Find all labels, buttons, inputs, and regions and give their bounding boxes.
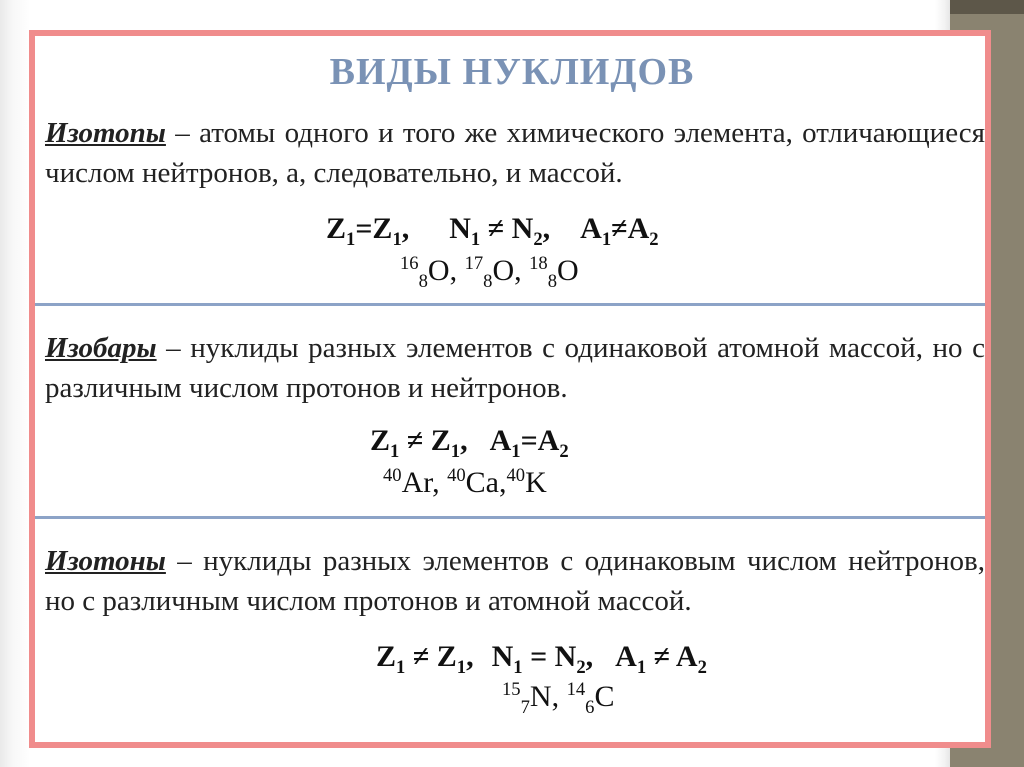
formula-z-left-sub: 1 [396, 657, 406, 678]
formula-a-left-sub: 1 [511, 441, 521, 462]
formula-comma: , [401, 212, 410, 245]
nuclide-atomic-number: 8 [547, 271, 558, 292]
nuclide-separator: , [432, 466, 448, 499]
formula-a-operator: = [520, 424, 538, 457]
formula-n-right-sub: 2 [533, 229, 543, 250]
isotopes-term: Изотопы [45, 117, 166, 149]
formula-z-left-sub: 1 [346, 229, 356, 250]
formula-n-right-sub: 2 [576, 657, 586, 678]
formula-a-operator: ≠ [611, 212, 628, 245]
decorative-side-bar-top [950, 0, 1024, 14]
formula-a-right-sub: 2 [649, 229, 659, 250]
isotopes-examples [400, 253, 579, 292]
formula-n-right: N [511, 212, 534, 245]
formula-a-operator: ≠ [646, 640, 676, 673]
nuclide-mass: 15 [502, 679, 521, 700]
formula-n-operator: ≠ [480, 212, 512, 245]
nuclide-symbol: O [427, 254, 450, 287]
nuclide-mass: 18 [529, 253, 548, 274]
formula-a-right: A [675, 640, 698, 673]
isotones-term: Изотоны [45, 545, 166, 577]
formula-a-left-sub: 1 [636, 657, 647, 678]
nuclide-symbol: Ca [465, 466, 499, 499]
nuclide-separator: , [551, 680, 567, 713]
nuclide-separator: , [449, 254, 465, 287]
nuclide-symbol: K [525, 466, 547, 499]
isotones-examples [502, 679, 615, 718]
formula-z-right: Z [430, 424, 451, 457]
formula-z-right: Z [436, 640, 457, 673]
isobars-examples [383, 466, 547, 500]
formula-n-left: N [449, 212, 471, 245]
formula-z-left: Z [376, 640, 397, 673]
nuclide-mass: 40 [447, 465, 466, 486]
isobars-formula [370, 424, 569, 462]
nuclide-atomic-number: 6 [585, 697, 595, 718]
formula-n-operator: = [522, 640, 555, 673]
formula-a-left-sub: 1 [601, 229, 612, 250]
isobars-definition [45, 328, 985, 408]
formula-z-right-sub: 1 [392, 229, 402, 250]
slide-title: ВИДЫ НУКЛИДОВ [329, 51, 695, 93]
formula-z-left: Z [326, 212, 347, 245]
isobars-term: Изобары [45, 332, 157, 364]
isotones-definition [45, 541, 985, 621]
nuclide-atomic-number: 8 [418, 271, 428, 292]
formula-z-operator: ≠ [399, 424, 431, 457]
formula-a-right: A [627, 212, 650, 245]
nuclide-atomic-number: 7 [520, 697, 530, 718]
formula-z-right-sub: 1 [456, 657, 467, 678]
formula-z-operator: = [355, 212, 373, 245]
formula-a-right-sub: 2 [559, 441, 569, 462]
formula-comma: , [466, 640, 474, 673]
isobars-definition-text: – нуклиды разных элементов с одинаковой атомной массой, но с различным числом протонов и нейтронов. [45, 332, 985, 404]
nuclide-mass: 40 [383, 465, 402, 486]
formula-n-right: N [554, 640, 577, 673]
formula-n-left: N [491, 640, 514, 673]
isotones-definition-text: – нуклиды разных элементов с одинаковым числом нейтронов, но с различным числом протонов и атомной массой. [45, 545, 985, 617]
formula-a-left: A [615, 640, 637, 673]
formula-a-left: A [489, 424, 512, 457]
nuclide-mass: 16 [400, 253, 419, 274]
nuclide-symbol: C [594, 680, 615, 713]
formula-z-left-sub: 1 [390, 441, 400, 462]
nuclide-atomic-number: 8 [483, 271, 493, 292]
formula-comma: , [460, 424, 468, 457]
formula-a-left: A [580, 212, 602, 245]
formula-z-left: Z [370, 424, 391, 457]
nuclide-symbol: N [529, 680, 552, 713]
isotopes-definition-text: – атомы одного и того же химического элемента, отличающиеся числом нейтронов, а, следовательно, и массой. [45, 117, 985, 189]
section-divider [35, 303, 985, 306]
nuclide-mass: 40 [506, 465, 526, 486]
formula-comma: , [542, 212, 551, 245]
nuclide-separator: , [514, 254, 530, 287]
isotopes-formula [326, 212, 659, 250]
section-divider [35, 516, 985, 519]
formula-a-right-sub: 2 [697, 657, 707, 678]
nuclide-symbol: O [557, 254, 579, 287]
formula-z-right: Z [372, 212, 393, 245]
nuclide-mass: 14 [566, 679, 586, 700]
formula-n-left-sub: 1 [513, 657, 523, 678]
formula-z-right-sub: 1 [450, 441, 461, 462]
nuclide-separator: , [498, 466, 507, 499]
formula-z-operator: ≠ [405, 640, 437, 673]
nuclide-mass: 17 [464, 253, 484, 274]
nuclide-symbol: O [492, 254, 515, 287]
isotones-formula [376, 640, 707, 678]
formula-comma: , [585, 640, 594, 673]
nuclide-symbol: Ar [401, 466, 433, 499]
formula-n-left-sub: 1 [470, 229, 481, 250]
formula-a-right: A [537, 424, 560, 457]
isotopes-definition [45, 113, 985, 193]
